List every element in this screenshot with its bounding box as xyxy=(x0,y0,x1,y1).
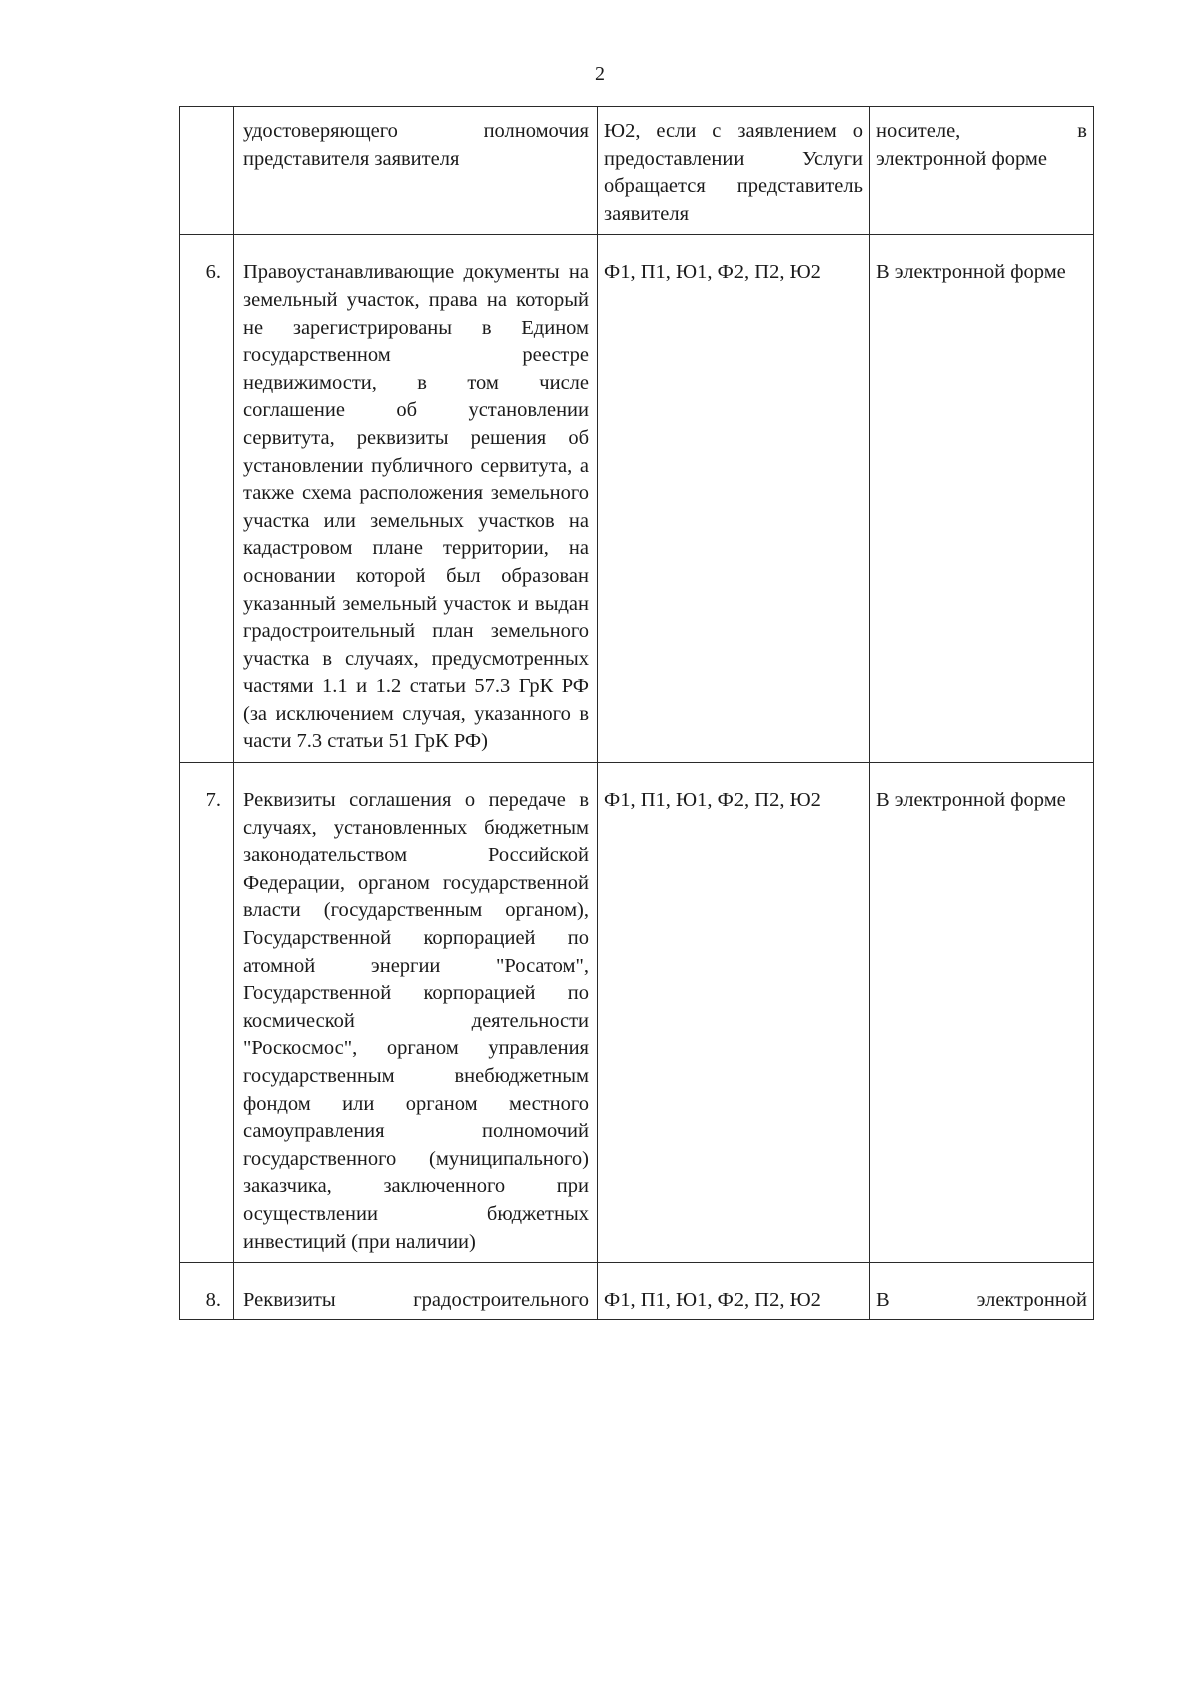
row-number: 6. xyxy=(180,235,234,763)
document-name: Реквизиты соглашения о передаче в случаях, установленных бюджетным законодательством Российской Федерации, органом государственной власти (государственным органом), Государственной корпорацией по атомной энергии "Росатом", Государственной корпорацией по космической деятельности "Роскосмос", органом управления государственным внебюджетным фондом или органом местного самоуправления полномочий государственного (муниципального) заказчика, заключенного при осуществлении бюджетных инвестиций (при наличии) xyxy=(234,763,598,1263)
document-name: Правоустанавливающие документы на земельный участок, права на который не зарегистрированы в Едином государственном реестре недвижимости, в том числе соглашение об установлении сервитута, реквизиты решения об установлении публичного сервитута, а также схема расположения земельного участка или земельных участков на кадастровом плане территории, на основании которой был образован указанный земельный участок и выдан градостроительный план земельного участка в случаях, предусмотренных частями 1.1 и 1.2 статьи 57.3 ГрК РФ (за исключением случая, указанного в части 7.3 статьи 51 ГрК РФ) xyxy=(234,235,598,763)
document-name: Реквизиты градостроительного xyxy=(234,1263,598,1320)
applicant-categories: Ф1, П1, Ю1, Ф2, П2, Ю2 xyxy=(598,235,870,763)
submission-form: носителе, в электронной форме xyxy=(870,107,1094,235)
document-name: удостоверяющего полномочия представителя заявителя xyxy=(234,107,598,235)
applicant-categories: Ю2, если с заявлением о предоставлении Услуги обращается представитель заявителя xyxy=(598,107,870,235)
page-number: 2 xyxy=(595,63,605,85)
table-row xyxy=(180,107,1094,235)
applicant-categories: Ф1, П1, Ю1, Ф2, П2, Ю2 xyxy=(598,1263,870,1320)
submission-form: В электронной форме xyxy=(870,235,1094,763)
table-row xyxy=(180,763,1094,1263)
row-number xyxy=(180,107,234,235)
submission-form: В электронной форме xyxy=(870,763,1094,1263)
applicant-categories: Ф1, П1, Ю1, Ф2, П2, Ю2 xyxy=(598,763,870,1263)
table-row xyxy=(180,235,1094,763)
documents-table xyxy=(179,106,1094,1320)
table-row xyxy=(180,1263,1094,1320)
row-number: 8. xyxy=(180,1263,234,1320)
submission-form: В электронной xyxy=(870,1263,1094,1320)
row-number: 7. xyxy=(180,763,234,1263)
